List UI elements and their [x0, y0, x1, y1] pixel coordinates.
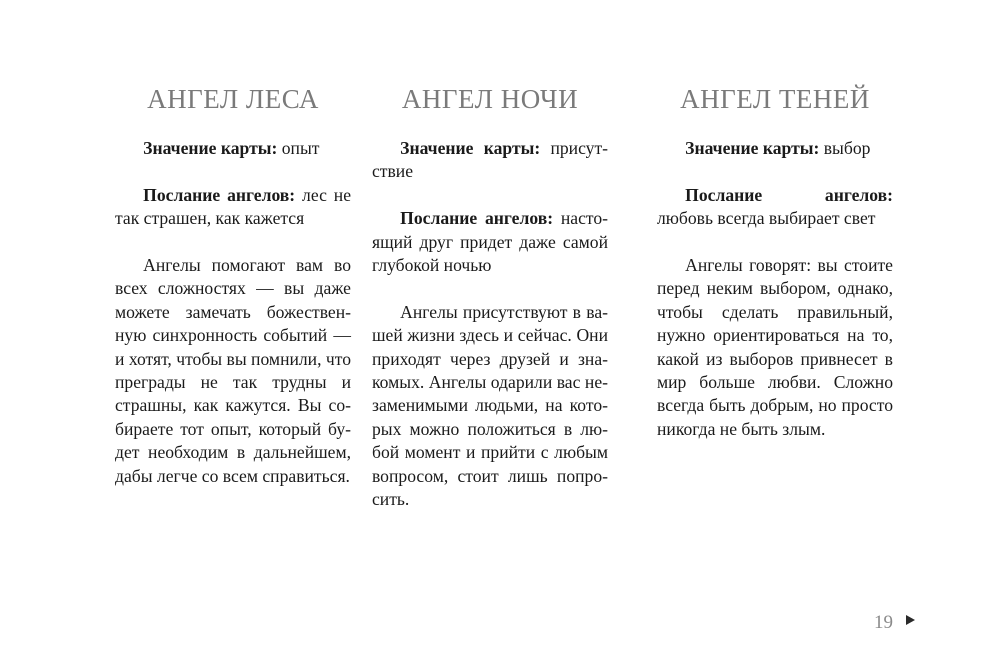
angel-message	[115, 184, 351, 231]
card-title: АНГЕЛ НОЧИ	[401, 84, 579, 114]
message-text: любовь всегда выбирает свет	[657, 208, 876, 229]
card-title: АНГЕЛ ТЕНЕЙ	[680, 84, 870, 114]
column-shadow-angel	[657, 84, 893, 465]
column-forest-angel	[115, 84, 351, 511]
card-meaning	[372, 137, 608, 184]
meaning-label: Значение карты:	[143, 138, 278, 158]
message-label: Послание ангелов:	[400, 208, 554, 229]
column-night-angel	[372, 84, 608, 535]
meaning-text: выбор	[819, 138, 871, 158]
angel-message	[657, 184, 893, 231]
message-text: лес не так страшен, как кажется	[115, 184, 351, 229]
card-title: АНГЕЛ ЛЕСА	[147, 84, 319, 114]
card-meaning	[115, 137, 351, 160]
angel-message	[372, 207, 608, 277]
card-description: Ангелы присутствуют в вашей жизни здесь и сейчас. Они приходят через друзей и знакомых. Ангелы одарили вас незаменимыми людьми, на которых можно положиться в любой момент и прийти с любым вопросом, стоит лишь попросить.	[372, 301, 608, 510]
card-description: Ангелы помогают вам во всех сложностях — вы даже можете замечать божественную синхронность событий — и хотят, чтобы вы помнили, что преграды не так трудны и страшны, как кажутся. Вы собираете тот опыт, который будет необходим в дальнейшем, дабы легче со всем справиться.	[115, 255, 351, 486]
message-label: Послание ангелов:	[143, 184, 296, 205]
card-meaning	[657, 137, 893, 160]
meaning-text: присутствие	[372, 138, 609, 182]
meaning-label: Значение карты:	[685, 138, 820, 158]
message-text: настоящий друг придет даже самой глубокой ночью	[372, 208, 609, 276]
message-label: Послание ангелов:	[685, 184, 893, 205]
page-number: 19	[874, 612, 893, 633]
triangle-right-icon[interactable]	[906, 615, 915, 625]
meaning-text: опыт	[277, 138, 320, 158]
card-description: Ангелы говорят: вы стоите перед неким выбором, однако, чтобы сделать правильный, нужно ориентироваться на то, какой из выборов привнесет в мир больше любви. Сложно всегда быть добрым, но просто никогда не быть злым.	[657, 255, 893, 439]
meaning-label: Значение карты:	[400, 138, 541, 158]
